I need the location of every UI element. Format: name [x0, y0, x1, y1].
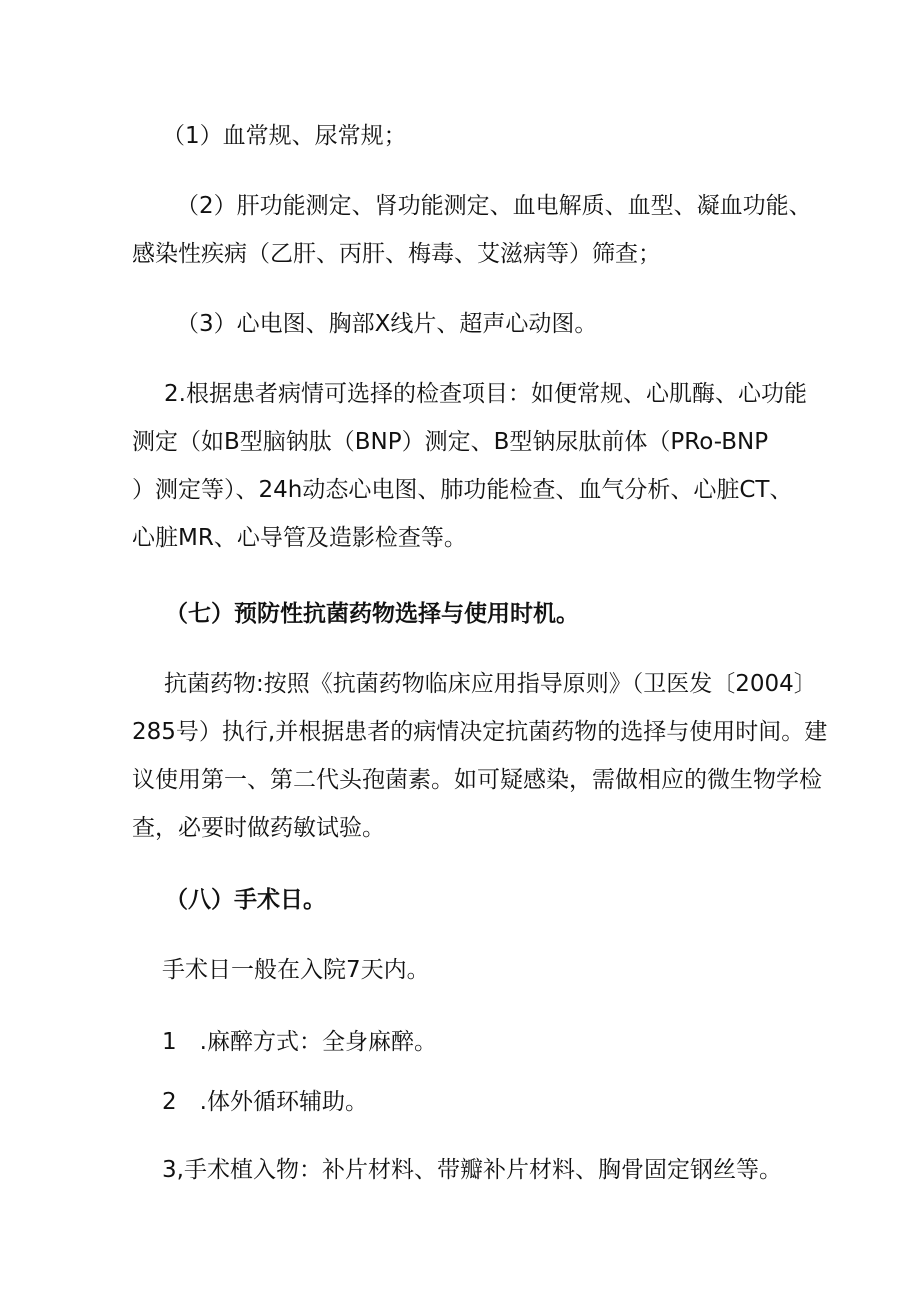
- text-line: 感染性疾病（乙肝、丙肝、梅毒、艾滋病等）筛查；: [132, 241, 661, 267]
- text-line: 1 .麻醉方式：全身麻醉。: [162, 1029, 437, 1055]
- text-line: （1）血常规、尿常规；: [162, 123, 407, 149]
- section-heading-8: [165, 876, 825, 924]
- lab-item-1: [162, 112, 822, 160]
- text-line: 抗菌药物:按照《抗菌药物临床应用指导原则》（卫医发〔2004〕: [164, 671, 817, 697]
- heading-text: （八）手术日。: [165, 887, 326, 913]
- text-line: （3）心电图、胸部X线片、超声心动图。: [176, 311, 598, 337]
- text-line: 2 .体外循环辅助。: [162, 1089, 368, 1115]
- text-line: （2）肝功能测定、肾功能测定、血电解质、血型、凝血功能、: [176, 193, 812, 219]
- text-line: 285号）执行,并根据患者的病情决定抗菌药物的选择与使用时间。建: [132, 719, 828, 745]
- text-line: 议使用第一、第二代头孢菌素。如可疑感染，需做相应的微生物学检: [132, 767, 822, 793]
- bypass-item: [162, 1078, 822, 1126]
- text-line: 查，必要时做药敏试验。: [132, 815, 385, 841]
- text-line: ）测定等）、24h动态心电图、肺功能检查、血气分析、心脏CT、: [132, 477, 793, 503]
- lab-item-3: [176, 300, 836, 348]
- lab-item-2: [132, 182, 812, 278]
- section-heading-7: [165, 590, 825, 638]
- text-line: 手术日一般在入院7天内。: [162, 957, 430, 983]
- text-line: 3,手术植入物：补片材料、带瓣补片材料、胸骨固定钢丝等。: [162, 1157, 782, 1183]
- surgery-day-paragraph: [162, 946, 822, 994]
- optional-exams-paragraph: [132, 370, 807, 562]
- anesthesia-item: [162, 1018, 822, 1066]
- text-line: 测定（如B型脑钠肽（BNP）测定、B型钠尿肽前体（PRo-BNP: [132, 429, 769, 455]
- heading-text: （七）预防性抗菌药物选择与使用时机。: [165, 601, 579, 627]
- implant-item: [162, 1146, 822, 1194]
- text-line: 心脏MR、心导管及造影检查等。: [132, 525, 467, 551]
- antibiotics-paragraph: [132, 660, 828, 852]
- text-line: 2.根据患者病情可选择的检查项目：如便常规、心肌酶、心功能: [164, 381, 807, 407]
